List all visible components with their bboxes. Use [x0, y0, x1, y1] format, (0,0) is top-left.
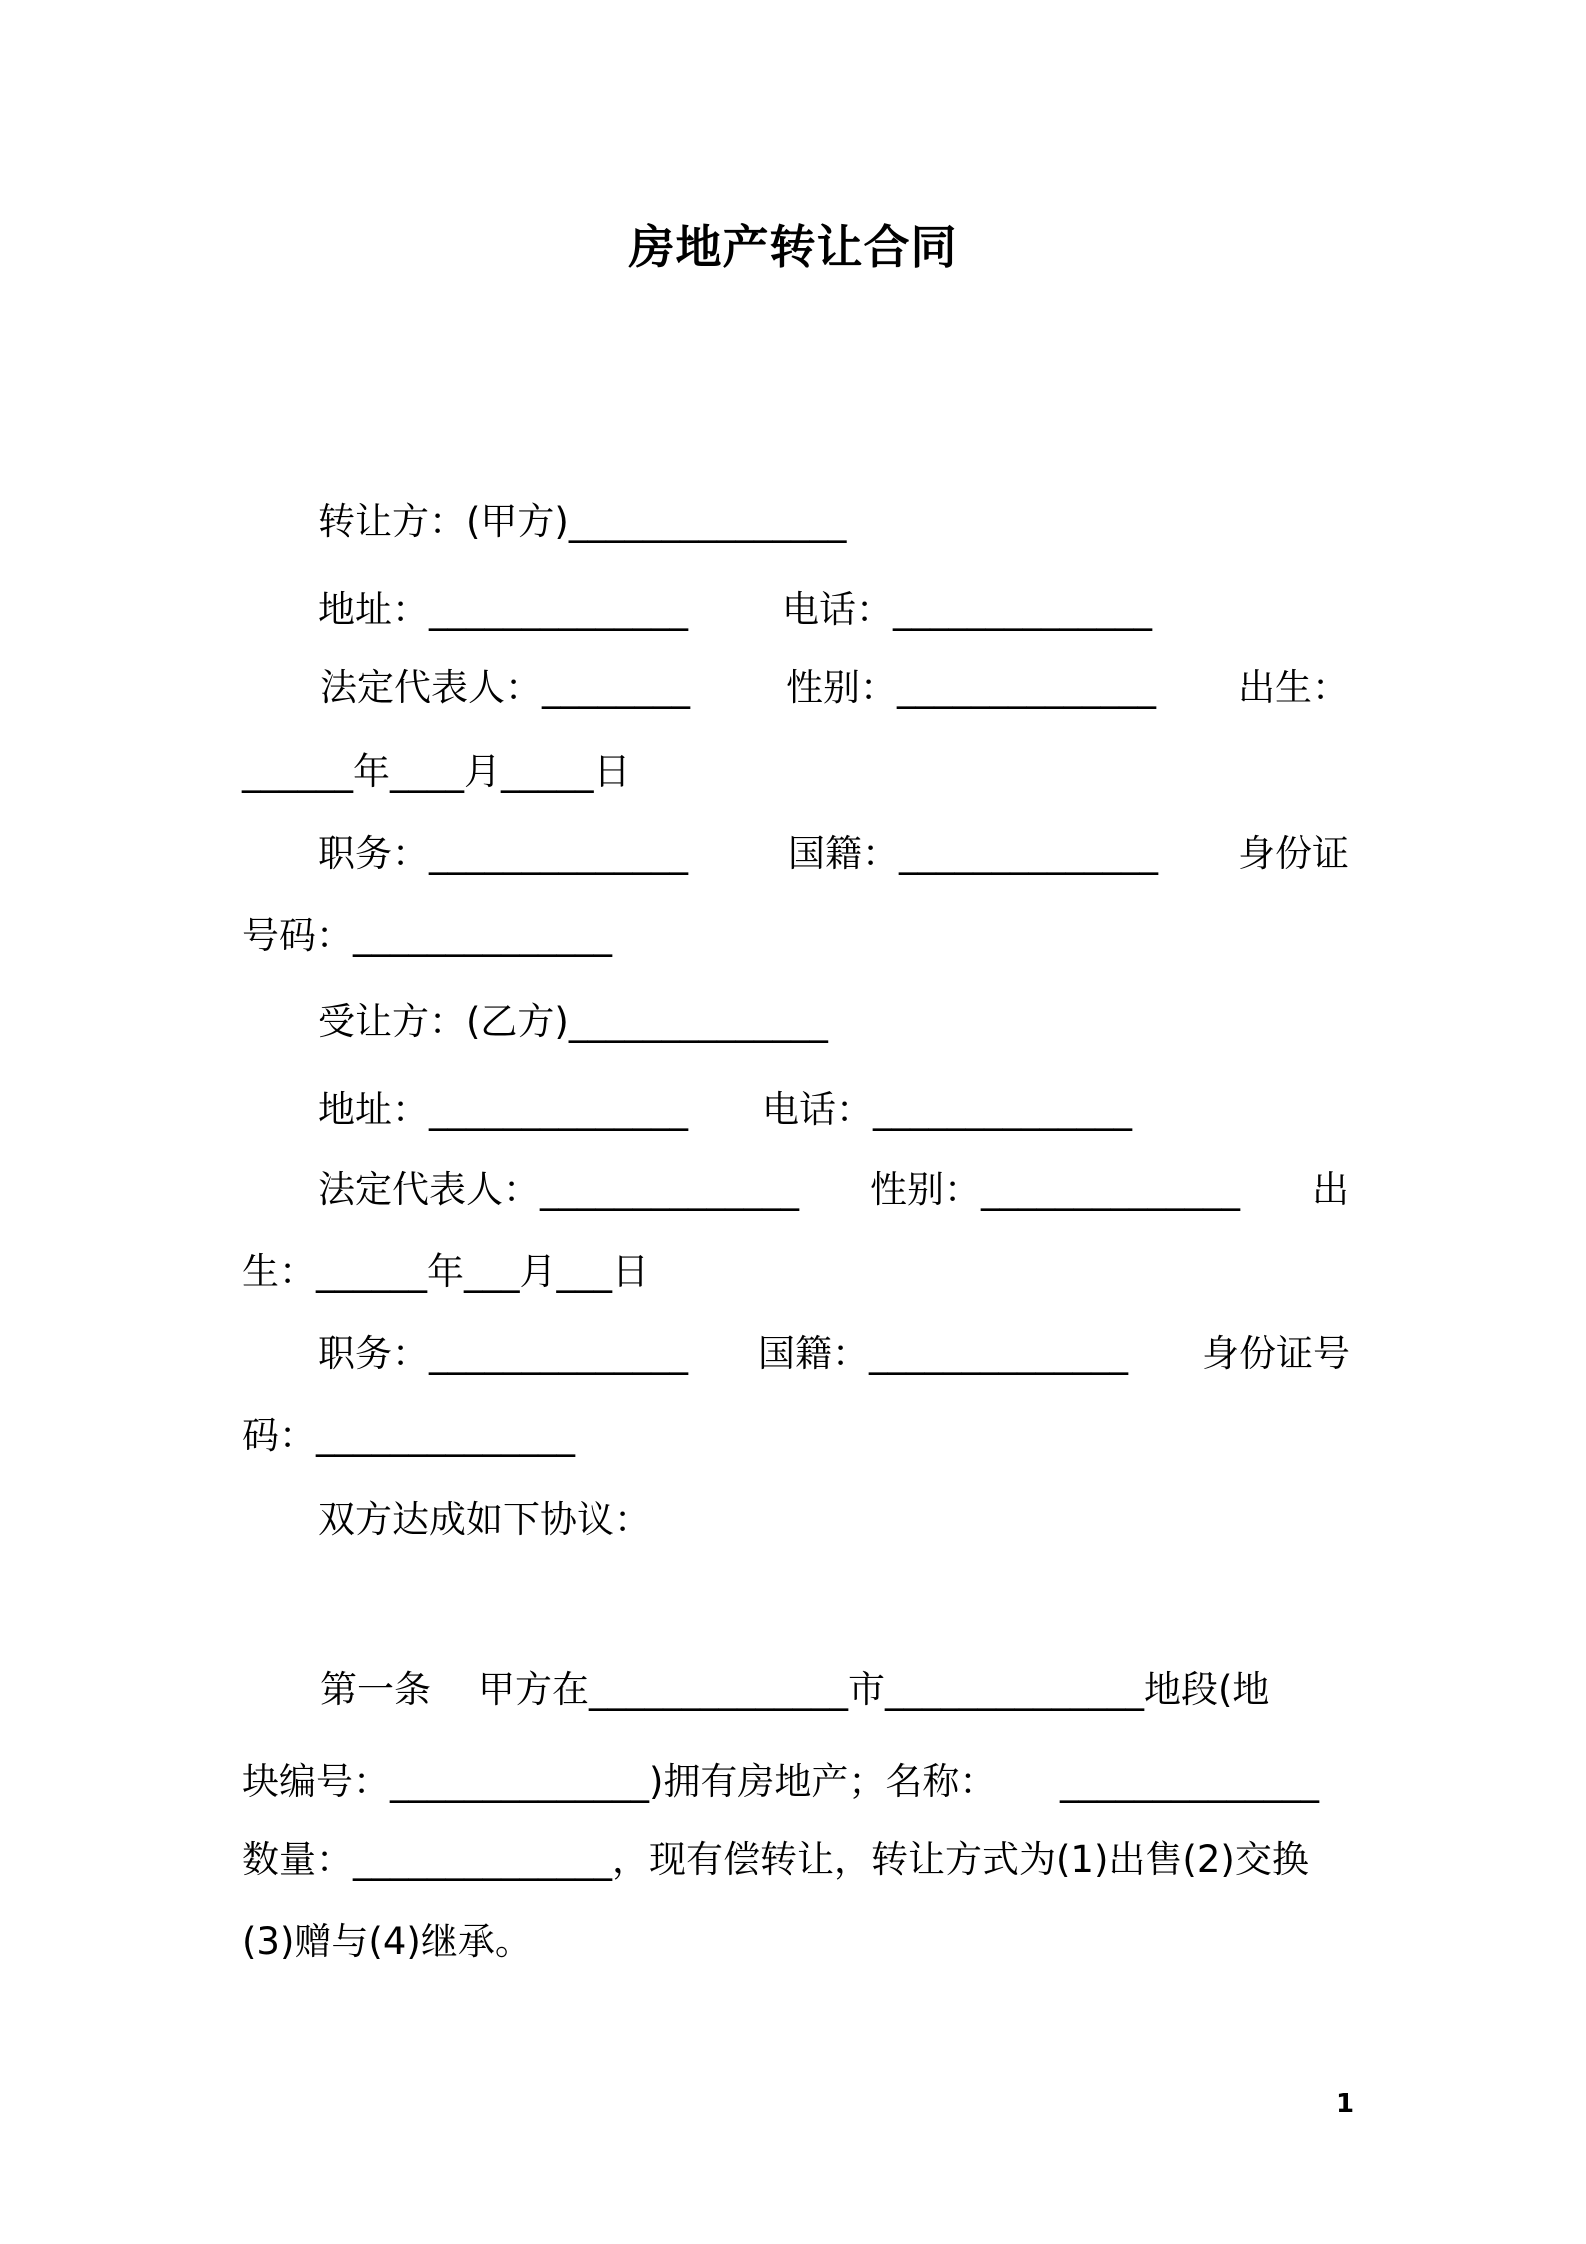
- agreement-intro-line: [0, 1490, 1586, 1550]
- article-one-location: 甲方在______________市______________地段(地: [478, 1668, 1270, 1711]
- transferee-birth-date-line: [0, 1242, 1586, 1302]
- transferee-id-number: 码：______________: [242, 1414, 575, 1457]
- transferee-birth-date: 生：______年___月___日: [242, 1250, 649, 1293]
- transferor-birth-label: 出生：: [1238, 666, 1349, 709]
- article-one-parcel: 块编号：______________)拥有房地产；名称：: [242, 1760, 997, 1803]
- transferor-address: 地址：______________: [318, 588, 688, 631]
- transferor-representative-line: [0, 658, 1586, 718]
- article-one-quantity: 数量：______________，现有偿转让，转让方式为(1)出售(2)交换: [242, 1838, 1309, 1881]
- transferee-position-line: [0, 1324, 1586, 1384]
- transferor-label: 转让方：(甲方)_______________: [318, 500, 847, 543]
- transferee-phone: 电话：______________: [762, 1088, 1132, 1131]
- article-one-line: [0, 1660, 1586, 1720]
- transferee-label: 受让方：(乙方)______________: [318, 1000, 828, 1043]
- article-one-methods-line: [0, 1912, 1586, 1972]
- transferor-address-line: [0, 580, 1586, 640]
- transferor-id-number: 号码：______________: [242, 914, 612, 957]
- transferor-gender: 性别：______________: [786, 666, 1156, 709]
- transferor-position: 职务：______________: [318, 832, 688, 875]
- transferor-birth-date-line: [0, 742, 1586, 802]
- transferee-nationality: 国籍：______________: [758, 1332, 1128, 1375]
- article-one-parcel-line: [0, 1752, 1586, 1812]
- transferor-line: [0, 492, 1586, 552]
- transferor-representative: 法定代表人：________: [320, 666, 690, 709]
- agreement-intro: 双方达成如下协议：: [318, 1498, 651, 1541]
- transferor-id-label: 身份证: [1238, 832, 1349, 875]
- document-title: 房地产转让合同: [628, 220, 958, 274]
- article-one-methods: (3)赠与(4)继承。: [242, 1920, 532, 1963]
- transferee-gender: 性别：______________: [870, 1168, 1240, 1211]
- transferee-representative-line: [0, 1160, 1586, 1220]
- transferee-line: [0, 992, 1586, 1052]
- transferor-id-line: [0, 906, 1586, 966]
- transferor-phone: 电话：______________: [782, 588, 1152, 631]
- transferor-nationality: 国籍：______________: [788, 832, 1158, 875]
- transferee-address: 地址：______________: [318, 1088, 688, 1131]
- transferor-position-line: [0, 824, 1586, 884]
- article-one-name-field: ______________: [1060, 1760, 1319, 1803]
- transferee-id-label: 身份证号: [1202, 1332, 1350, 1375]
- article-one-quantity-line: [0, 1830, 1586, 1890]
- transferee-representative: 法定代表人：______________: [318, 1168, 799, 1211]
- page-number: 1: [1335, 2089, 1355, 2119]
- article-one-heading: 第一条: [320, 1668, 431, 1711]
- transferee-id-line: [0, 1406, 1586, 1466]
- transferee-birth-label: 出: [1312, 1168, 1349, 1211]
- transferee-address-line: [0, 1080, 1586, 1140]
- transferee-position: 职务：______________: [318, 1332, 688, 1375]
- transferor-birth-date: ______年____月_____日: [242, 750, 631, 793]
